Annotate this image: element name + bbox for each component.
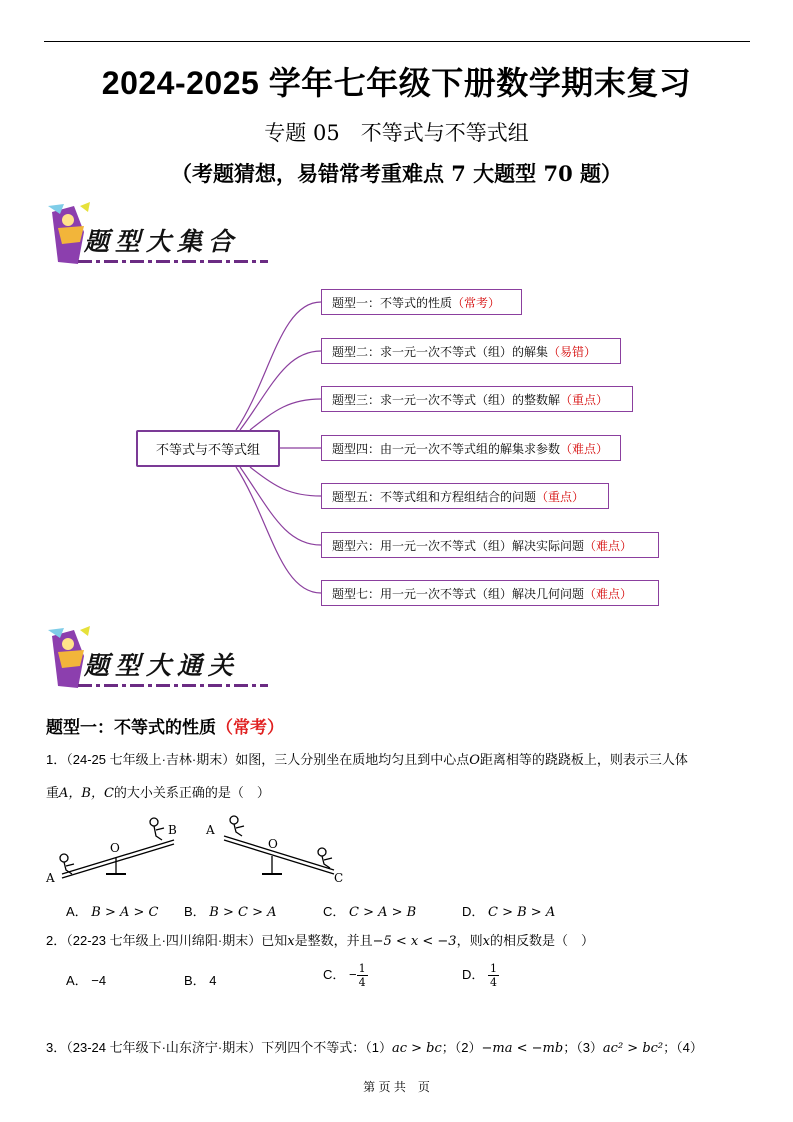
q1-option-d[interactable] <box>462 901 555 920</box>
section-heading <box>46 713 284 738</box>
mindmap-node-label: 题型五：不等式组和方程组结合的问题 <box>332 489 537 504</box>
q2-option-a[interactable] <box>66 970 106 989</box>
q1-option-a[interactable] <box>66 901 159 920</box>
mindmap-node-tag: （重点） <box>536 489 585 504</box>
mindmap-node-4 <box>321 435 621 461</box>
fig-label-b1: B <box>168 823 177 837</box>
q2-option-b[interactable] <box>184 970 217 989</box>
page-subtitle-2: （考题猜想，易错常考重难点 7 大题型 70 题） <box>170 161 623 186</box>
option-fraction <box>488 962 499 989</box>
option-expr: C > A > B <box>349 905 417 920</box>
q3-expr-3: ac² > bc² <box>602 1041 664 1056</box>
q1-text: 的大小关系正确的是（ ） <box>113 785 270 800</box>
mindmap-node-tag: （常考） <box>452 295 501 310</box>
mindmap-node-label: 题型六：用一元一次不等式（组）解决实际问题 <box>332 538 585 553</box>
q2-text: 的相反数是（ ） <box>489 933 594 948</box>
mindmap-node-2 <box>321 338 621 364</box>
mindmap-node-label: 题型二：求一元一次不等式（组）的解集 <box>332 344 549 359</box>
option-expr: B > A > C <box>91 905 159 920</box>
banner-collection-text: 题型大集合 <box>84 227 240 256</box>
mindmap-node-5 <box>321 483 609 509</box>
page-subtitle: 专题 05 不等式与不等式组 <box>264 121 529 145</box>
option-key: B． <box>184 973 206 988</box>
option-key: C． <box>323 966 346 982</box>
q1-option-c[interactable] <box>323 901 416 920</box>
option-key: B． <box>184 904 206 919</box>
q3-expr-1: ac > bc <box>391 1041 442 1056</box>
option-key: C． <box>323 904 346 919</box>
option-expr: C > B > A <box>488 905 556 920</box>
q1-vars: A，B，C <box>59 786 114 801</box>
q3-text: ；（2） <box>441 1040 482 1055</box>
mindmap-node-label: 题型一：不等式的性质 <box>332 295 453 310</box>
seesaw-right <box>224 816 334 874</box>
mindmap-node-label: 题型三：求一元一次不等式（组）的整数解 <box>332 392 561 407</box>
question-1 <box>46 746 746 808</box>
q1-text: 重 <box>46 785 60 800</box>
q3-text: ；（3） <box>563 1040 603 1055</box>
mindmap-node-tag: （易错） <box>548 344 597 359</box>
q3-text: 3．（23-24 七年级下·山东济宁·期末）下列四个不等式：（1） <box>46 1040 392 1055</box>
q2-option-d[interactable] <box>462 962 499 989</box>
section-tag: （常考） <box>216 718 284 737</box>
mindmap-node-label: 题型七：用一元一次不等式（组）解决几何问题 <box>332 586 585 601</box>
fig-label-c2: C <box>334 871 344 885</box>
mindmap-node-3 <box>321 386 633 412</box>
option-key: D． <box>462 966 485 982</box>
q2-var-x: x <box>482 934 490 949</box>
fig-label-a1: A <box>46 871 55 885</box>
mindmap-node-1 <box>321 289 522 315</box>
q3-expr-2: −ma < −mb <box>481 1041 564 1056</box>
option-key: A． <box>66 904 88 919</box>
question-1-line-1 <box>46 746 746 775</box>
fraction-numerator: 1 <box>490 962 498 975</box>
question-1-line-2 <box>46 779 746 808</box>
q1-var-o: O <box>469 753 480 768</box>
mindmap-node-7 <box>321 580 659 606</box>
mindmap-node-6 <box>321 532 659 558</box>
fig-label-o2: O <box>268 837 278 851</box>
page-footer: 第 页 共 页 <box>363 1080 430 1094</box>
section-title: 题型一：不等式的性质 <box>46 718 216 737</box>
option-expr: B > C > A <box>209 905 277 920</box>
mindmap-node-tag: （难点） <box>584 586 633 601</box>
option-sign: − <box>349 966 357 982</box>
q2-option-c[interactable] <box>323 962 368 989</box>
banner-pass-text: 题型大通关 <box>84 651 240 680</box>
q2-text: 是整数，并且 <box>294 933 373 948</box>
fraction-denominator: 4 <box>490 976 498 989</box>
mindmap-root: 不等式与不等式组 <box>136 430 280 467</box>
question-2 <box>46 927 746 956</box>
mindmap-node-label: 题型四：由一元一次不等式组的解集求参数 <box>332 441 561 456</box>
banner-pass <box>44 626 274 698</box>
q2-text: 2．（22-23 七年级上·四川绵阳·期末）已知 <box>46 933 288 948</box>
option-key: D． <box>462 904 485 919</box>
mindmap-node-tag: （难点） <box>584 538 633 553</box>
option-expr: 4 <box>209 973 217 988</box>
mindmap-node-tag: （难点） <box>560 441 609 456</box>
fraction-numerator: 1 <box>358 962 366 975</box>
q2-text: ，则 <box>456 933 483 948</box>
banner-pass-underline <box>78 684 268 687</box>
q2-var-x: x <box>287 934 295 949</box>
question-3 <box>46 1034 746 1063</box>
q1-option-b[interactable] <box>184 901 277 920</box>
q1-text: 1．（24-25 七年级上·吉林·期末）如图，三人分别坐在质地均匀且到中心点 <box>46 752 470 767</box>
fig-label-o1: O <box>110 841 120 855</box>
option-fraction <box>357 962 368 989</box>
fraction-denominator: 4 <box>358 976 366 989</box>
q3-text: ；（4） <box>663 1040 703 1055</box>
option-key: A． <box>66 973 88 988</box>
q1-text: 距离相等的跷跷板上，则表示三人体 <box>479 752 688 767</box>
page-title: 2024-2025 学年七年级下册数学期末复习 <box>101 65 692 101</box>
mindmap-node-tag: （重点） <box>560 392 609 407</box>
q2-condition: −5 < x < −3 <box>372 934 457 949</box>
fig-label-a2: A <box>206 823 215 837</box>
seesaw-figure <box>44 812 364 888</box>
option-expr: −4 <box>91 973 107 988</box>
